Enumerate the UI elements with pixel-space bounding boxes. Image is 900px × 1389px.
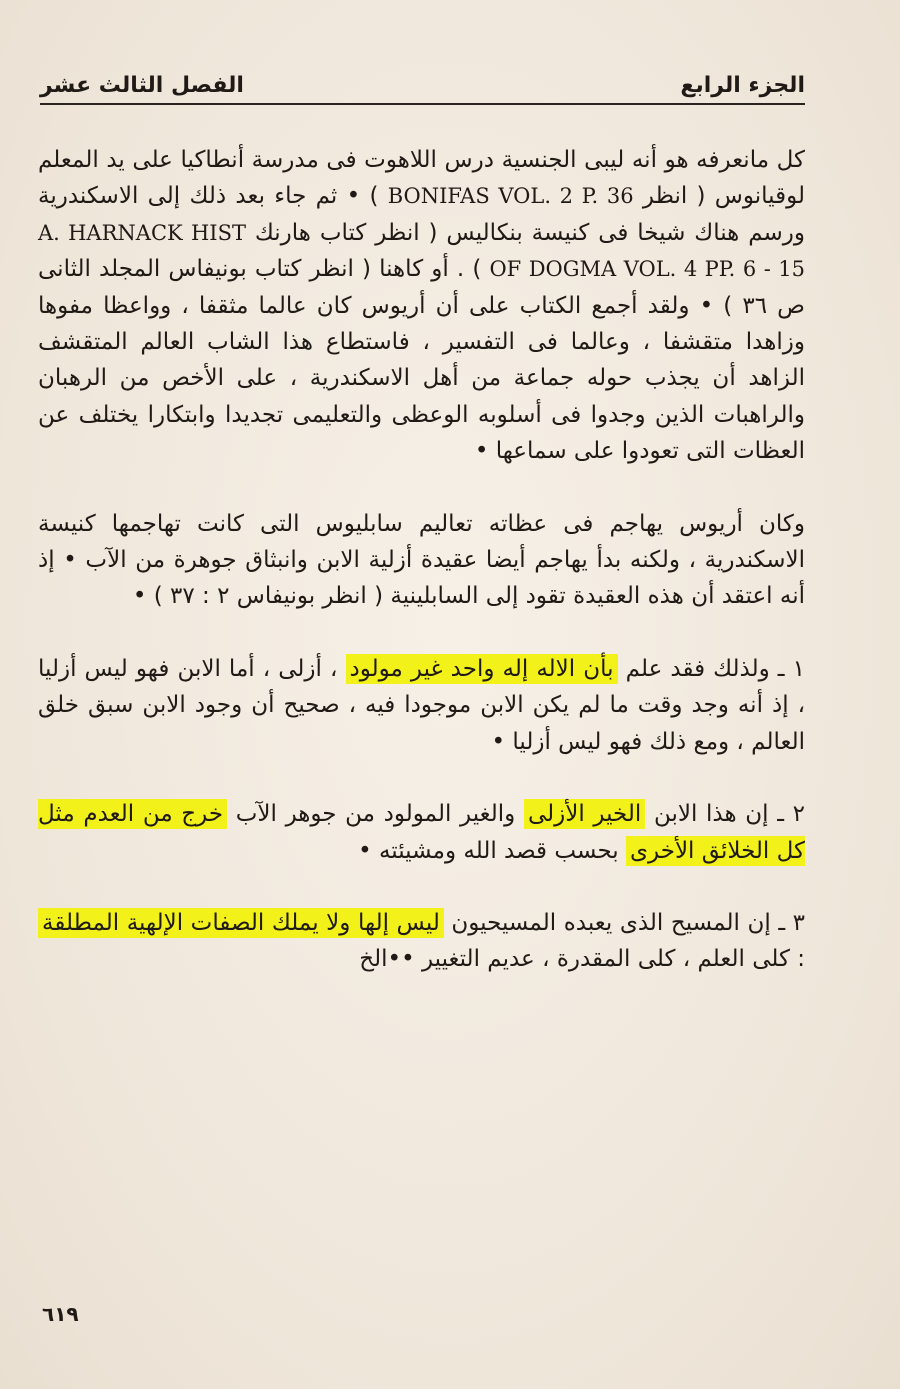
paragraph-4-text-c: بحسب قصد الله ومشيئته • bbox=[358, 837, 627, 864]
paragraph-4-text-b: والغير المولود من جوهر الآب bbox=[227, 801, 524, 828]
running-header bbox=[40, 58, 805, 98]
paragraph-1-text-b: ) • ثم جاء بعد ذلك إلى الاسكندرية ورسم هناك شيخا فى كنيسة بنكاليس ( انظر كتاب هارنك bbox=[38, 183, 806, 246]
paragraph-1-text-a: كل مانعرفه هو أنه ليبى الجنسية درس اللاهوت فى مدرسة أنطاكيا على يد المعلم لوقيانوس ( انظر bbox=[38, 147, 805, 210]
header-chapter: الفصل الثالث عشر bbox=[40, 73, 244, 98]
header-part: الجزء الرابع bbox=[680, 73, 805, 98]
paragraph-4-text-a: ٢ ـ إن هذا الابن bbox=[645, 801, 805, 828]
paragraph-1 bbox=[38, 142, 805, 470]
paragraph-1-text-c: ) . أو كاهنا ( انظر كتاب بونيفاس المجلد الثانى ص ٣٦ ) • ولقد أجمع الكتاب على أن أريوس كان عالما مثقفا ، وواعظا مفوها وزاهدا متقشفا ، وعالما فى التفسير ، فاستطاع هذا الشاب العالم المتقشف الزاهد أن يجذب حوله جماعة من أهل الاسكندرية ، على الأخص من الرهبان والراهبات الذين وجدوا فى أسلوبه الوعظى والتعليمى تجديدا وابتكارا يختلف عن العظات التى تعودوا على سماعها • bbox=[38, 256, 805, 465]
reference-harnack: A. HARNACK HIST OF DOGMA VOL. 4 PP. 6 - 15 bbox=[38, 220, 805, 282]
paragraph-3 bbox=[38, 651, 805, 760]
paragraph-2: وكان أريوس يهاجم فى عظاته تعاليم سابليوس التى كانت تهاجمها كنيسة الاسكندرية ، ولكنه بدأ يهاجم أيضا عقيدة أزلية الابن وانبثاق جوهرة من الآب • إذ أنه اعتقد أن هذه العقيدة تقود إلى السابلينية ( انظر بونيفاس ٢ : ٣٧ ) • bbox=[38, 510, 805, 610]
highlight-4: ليس إلها ولا يملك الصفات الإلهية المطلقة bbox=[38, 908, 444, 938]
paragraph-4 bbox=[38, 796, 805, 869]
header-rule bbox=[40, 103, 805, 105]
highlight-1: بأن الاله إله واحد غير مولود bbox=[346, 654, 618, 684]
highlight-3: خرج من العدم مثل كل الخلائق الأخرى bbox=[38, 801, 805, 864]
body-text bbox=[38, 142, 805, 978]
paragraph-3-text-a: ١ ـ ولذلك فقد علم bbox=[617, 655, 805, 682]
highlight-2: الخير الأزلى bbox=[524, 799, 645, 829]
page-number: ٦١٩ bbox=[42, 1302, 79, 1326]
paragraph-5 bbox=[38, 905, 805, 978]
paragraph-5-text-a: ٣ ـ إن المسيح الذى يعبده المسيحيون bbox=[443, 909, 805, 936]
paragraph-5-text-b: : كلى العلم ، كلى المقدرة ، عديم التغيير ••الخ bbox=[359, 946, 805, 973]
reference-bonifas: BONIFAS VOL. 2 P. 36 bbox=[387, 184, 634, 209]
paragraph-3-text-b: ، أزلى ، أما الابن فهو ليس أزليا ، إذ أنه وجد وقت ما لم يكن الابن موجودا فيه ، صحيح أن وجود الابن سبق خلق العالم ، ومع ذلك فهو ليس أزليا • bbox=[38, 655, 805, 755]
